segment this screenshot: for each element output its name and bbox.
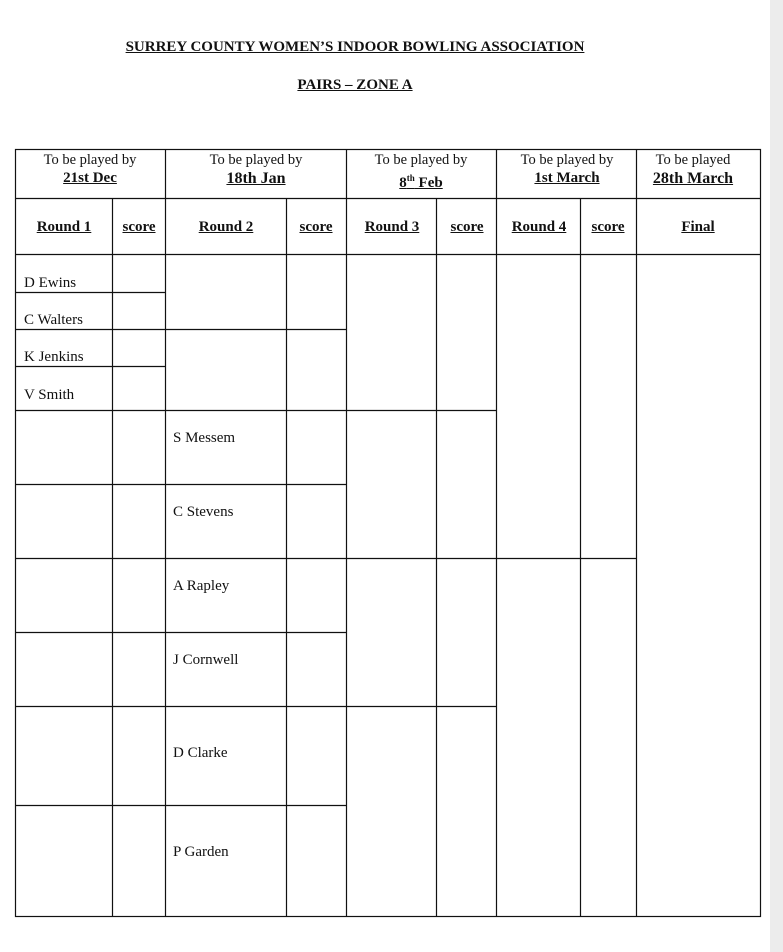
player-name: C Stevens	[173, 504, 234, 520]
deadline-label-final: To be played	[655, 152, 731, 168]
header-round-1: Round 1	[36, 219, 92, 235]
header-score-1: score	[122, 219, 156, 235]
header-final: Final	[681, 219, 715, 235]
player-name: D Clarke	[173, 745, 228, 761]
date-month: Feb	[414, 175, 443, 191]
deadline-label-round-2: To be played by	[209, 152, 303, 168]
player-name: A Rapley	[173, 578, 230, 594]
header-score-2: score	[299, 219, 333, 235]
player-name: V Smith	[24, 387, 75, 403]
deadline-date-round-2: 18th Jan	[226, 170, 286, 187]
header-score-3: score	[450, 219, 484, 235]
scrollbar[interactable]	[770, 0, 783, 952]
date-day: 8	[399, 175, 407, 191]
player-name: D Ewins	[24, 275, 77, 291]
player-name: S Messem	[173, 430, 236, 446]
deadline-date-round-1: 21st Dec	[63, 170, 117, 186]
date-suffix: th	[406, 173, 415, 183]
deadline-date-round-3	[399, 169, 442, 192]
deadline-label-round-3: To be played by	[374, 152, 468, 168]
player-name: P Garden	[173, 844, 229, 860]
player-name: K Jenkins	[24, 349, 84, 365]
deadline-label-round-4: To be played by	[520, 152, 614, 168]
document-subtitle: PAIRS – ZONE A	[297, 77, 413, 93]
deadline-date-round-4: 1st March	[534, 170, 600, 186]
deadline-label-round-1: To be played by	[43, 152, 137, 168]
header-score-4: score	[591, 219, 625, 235]
header-round-2: Round 2	[198, 219, 254, 235]
header-round-4: Round 4	[511, 219, 567, 235]
player-name: C Walters	[24, 312, 83, 328]
header-round-3: Round 3	[364, 219, 420, 235]
document-title: SURREY COUNTY WOMEN’S INDOOR BOWLING ASSOCIATION	[125, 39, 585, 55]
deadline-date-final: 28th March	[652, 170, 734, 187]
player-name: J Cornwell	[173, 652, 239, 668]
